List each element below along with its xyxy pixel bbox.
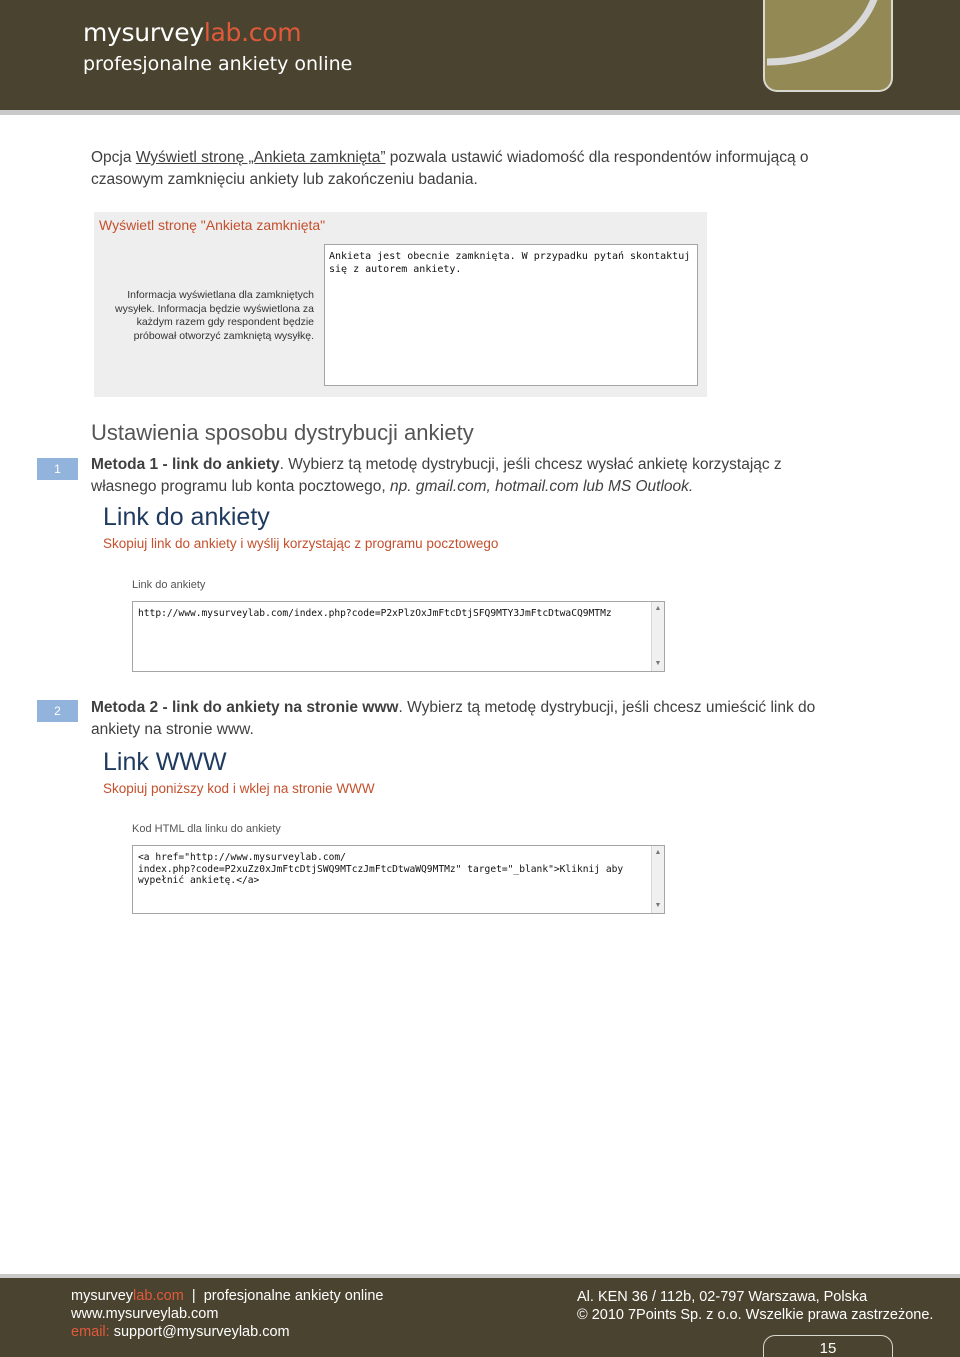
- page-number: 15: [763, 1335, 893, 1357]
- method1-panel-subtitle: Skopiuj link do ankiety i wyślij korzystając z programu pocztowego: [103, 536, 499, 551]
- method1-examples: np. gmail.com, hotmail.com lub MS Outlook.: [390, 478, 694, 495]
- footer-brand-main: mysurvey: [71, 1288, 134, 1304]
- html-code-label: Kod HTML dla linku do ankiety: [132, 823, 281, 835]
- footer-copyright: © 2010 7Points Sp. z o.o. Wszelkie prawa zastrzeżone.: [577, 1307, 934, 1323]
- footer-email-label: email:: [71, 1324, 110, 1340]
- method2-title: Metoda 2 - link do ankiety na stronie www: [91, 699, 399, 716]
- page-header: [0, 0, 960, 110]
- method2-number-badge: 2: [37, 700, 78, 722]
- logo-arc-icon: [763, 0, 893, 92]
- method2-description: [91, 697, 847, 741]
- section-heading: Ustawienia sposobu dystrybucji ankiety: [91, 420, 474, 445]
- survey-link-value: http://www.mysurveylab.com/index.php?code=P2xPlzOxJmFtcDtjSFQ9MTY3JmFtcDtwaCQ9MTMz: [138, 608, 612, 619]
- scroll-up-icon[interactable]: ▲: [654, 849, 662, 856]
- footer-brand-accent: lab.com: [133, 1288, 184, 1304]
- intro-paragraph: [91, 147, 847, 191]
- footer-email-line: [71, 1323, 290, 1341]
- intro-text-after: pozwala ustawić wiadomość dla respondentów informującą o czasowym zamknięciu ankiety lub zakończeniu badania.: [91, 149, 809, 188]
- footer-email-link[interactable]: support@mysurveylab.com: [113, 1324, 290, 1340]
- footer-address: Al. KEN 36 / 112b, 02-797 Warszawa, Polska: [577, 1289, 868, 1305]
- method1-text: . Wybierz tą metodę dystrybucji, jeśli chcesz wysłać ankietę korzystając z własnego programu lub konta pocztowego,: [91, 456, 782, 495]
- closed-survey-help: Informacja wyświetlana dla zamkniętych wysyłek. Informacja będzie wyświetlona za każdym razem gdy respondent będzie próbował otworzyć zamkniętą wysyłkę.: [115, 289, 314, 342]
- closed-message-textarea[interactable]: [324, 244, 698, 386]
- header-divider: [0, 110, 960, 115]
- html-code-scrollbar[interactable]: [651, 846, 664, 913]
- scroll-down-icon[interactable]: ▼: [654, 660, 662, 667]
- method2-panel-title: Link WWW: [103, 748, 227, 776]
- scroll-down-icon[interactable]: ▼: [654, 902, 662, 909]
- survey-link-scrollbar[interactable]: [651, 602, 664, 671]
- header-tagline: profesjonalne ankiety online: [83, 53, 353, 75]
- brand-main: mysurvey: [83, 18, 204, 47]
- method1-title: Metoda 1 - link do ankiety: [91, 456, 280, 473]
- method1-number-badge: 1: [37, 458, 78, 480]
- closed-survey-screenshot: [94, 212, 707, 397]
- method2-text: . Wybierz tą metodę dystrybucji, jeśli chcesz umieścić link do ankiety na stronie www.: [91, 699, 816, 738]
- method1-description: [91, 454, 847, 498]
- scroll-up-icon[interactable]: ▲: [654, 605, 662, 612]
- footer-tagline: profesjonalne ankiety online: [203, 1288, 384, 1304]
- brand-logo-text: [83, 18, 301, 47]
- closed-survey-title: Wyświetl stronę "Ankieta zamknięta": [99, 217, 326, 233]
- survey-link-label: Link do ankiety: [132, 579, 206, 591]
- page-footer: [0, 1278, 960, 1357]
- survey-link-textarea[interactable]: [132, 601, 665, 672]
- intro-option-link[interactable]: Wyświetl stronę „Ankieta zamknięta”: [135, 149, 386, 166]
- html-code-value: <a href="http://www.mysurveylab.com/ index.php?code=P2xuZz0xJmFtcDtjSWQ9MTczJmFtcDtwaWQ9MTMz" target="_blank">Kliknij aby wypełnić ankietę.</a>: [138, 852, 624, 886]
- method2-panel-subtitle: Skopiuj poniższy kod i wklej na stronie WWW: [103, 781, 375, 796]
- footer-website[interactable]: www.mysurveylab.com: [71, 1306, 219, 1322]
- intro-text-before: Opcja: [91, 149, 136, 166]
- brand-accent: lab.com: [203, 18, 302, 47]
- method1-panel-title: Link do ankiety: [103, 503, 270, 531]
- footer-separator: |: [191, 1288, 196, 1304]
- html-code-textarea[interactable]: [132, 845, 665, 914]
- footer-brand-line: [71, 1287, 384, 1305]
- closed-message-text: Ankieta jest obecnie zamknięta. W przypadku pytań skontaktuj się z autorem ankiety.: [329, 251, 691, 275]
